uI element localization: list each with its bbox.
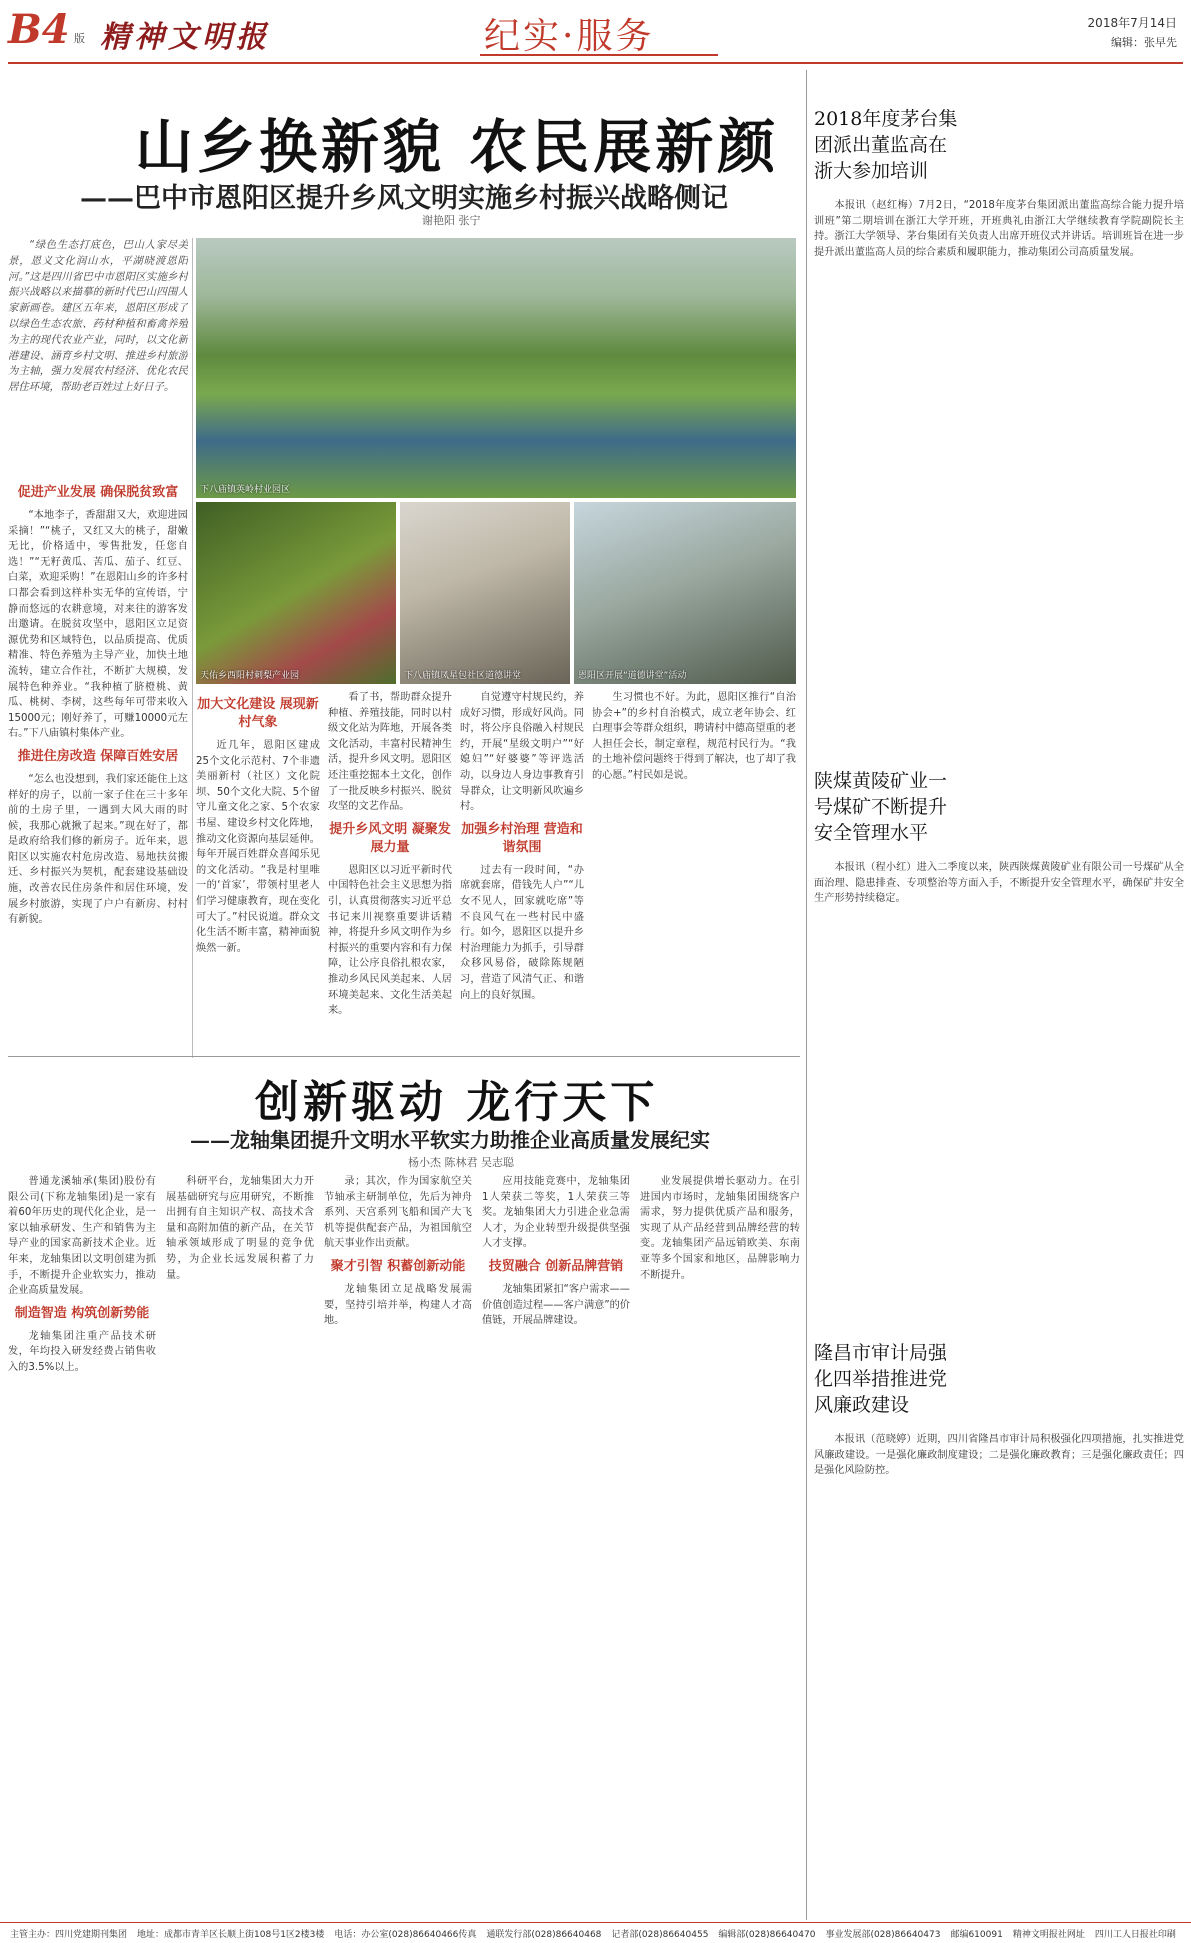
article1-column-4 [460, 690, 584, 1040]
subhead-governance: 加强乡村治理 营造和谐氛围 [461, 821, 583, 855]
editor: 编辑：张早先 [1111, 36, 1177, 49]
footer-item: 记者部(028)86640455 [611, 1930, 709, 1940]
footer-item: 电话：办公室(028)86640466传真 [334, 1930, 477, 1940]
subhead-civility: 提升乡风文明 凝聚发展力量 [329, 821, 451, 855]
article2-title: 创新驱动 龙行天下 [255, 1077, 659, 1128]
column4-text: 看了书，帮助群众提升种植、养殖技能，同时以村级文化站为阵地，开展各类文化活动，丰富村民精神生活，提升乡风文明。恩阳区还注重挖掘本土文化，创作了一批反映乡村振兴、脱贫攻坚的文艺作品。 [328, 692, 452, 813]
a2-subhead-brand: 技贸融合 创新品牌营销 [488, 1258, 624, 1274]
sidebar-divider [806, 70, 807, 1920]
article1-title: 山乡换新貌 农民展新颜 [135, 113, 780, 181]
news2-body-wrap [814, 860, 1184, 1330]
article2-column-2 [166, 1174, 314, 1914]
article2-authors: 杨小杰 陈林君 吴志聪 [408, 1156, 514, 1169]
news1-body: 本报讯（赵红梅）7月2日，“2018年度茅台集团派出董监高综合能力提升培训班”第二期培训在浙江大学开班，开班典礼由浙江大学继续教育学院副院长主持。浙江大学领导、茅台集团有关负责人出席开班仪式并讲话。培训班旨在进一步提升派出董监高人员的综合素质和履职能力，推动集团公司高质量发展。 [814, 200, 1184, 258]
column7-text: 过去有一段时间，“办席就套席，借钱先人户”“儿女不见人，回家就吃席”等不良风气在一些村民中盛行。如今，恩阳区以提升乡村治理能力为抓手，引导群众移风易俗，破除陈规陋习，营造了风清气正、和谐向上的良好氛围。 [460, 864, 584, 1001]
footer-item: 精神文明报社网址 [1012, 1930, 1085, 1940]
footer-item: 地址：成都市青羊区长顺上街108号1区2楼3楼 [137, 1930, 325, 1940]
article2-column-1 [8, 1174, 156, 1914]
footer-item: 通联发行部(028)86640468 [486, 1930, 602, 1940]
landscape-photo [196, 238, 796, 498]
news1-body-wrap [814, 198, 1184, 758]
a2-col3b-text: 龙轴集团立足战略发展需要，坚持引培并举，构建人才高地。 [324, 1283, 472, 1327]
a2-col2-text: 科研平台，龙轴集团大力开展基础研究与应用研究，不断推出拥有自主知识产权、高技术含量和高附加值的新产品，在关节轴承领域形成了明显的竞争优势，为企业长远发展积蓄了力量。 [166, 1176, 314, 1281]
a2-subhead-talent: 聚才引智 积蓄创新动能 [330, 1258, 466, 1274]
footer-item: 邮编610091 [950, 1930, 1003, 1940]
masthead-rule [8, 62, 1183, 64]
article2-rule [8, 1056, 800, 1057]
column8-text: 生习惯也不好。为此，恩阳区推行“自治协会+”的乡村自治模式，成立老年协会、红白理事会等群众组织，聘请村中德高望重的老人担任会长，制定章程，规范村民行为。“我的土地补偿问题终于得到了解决，也了却了我的心愿。”村民如是说。 [592, 692, 796, 781]
news3-body-wrap [814, 1432, 1184, 1932]
subhead-industry: 促进产业发展 确保脱贫致富 [17, 485, 179, 500]
photo4-caption: 恩阳区开展“道德讲堂”活动 [578, 671, 687, 681]
subhead-culture: 加大文化建设 展现新村气象 [197, 697, 319, 730]
a2-col4-text: 应用技能竞赛中，龙轴集团1人荣获二等奖，1人荣获三等奖。龙轴集团大力引进企业急需人才，为企业转型升级提供坚强人才支撑。 [482, 1176, 630, 1250]
a2-col5-text: 业发展提供增长驱动力。在引进国内市场时，龙轴集团围绕客户需求，努力提供优质产品和服务，实现了从产品经营到品牌经营的转变。龙轴集团产品远销欧美、东南亚等多个国家和地区，品牌影响力不断提升。 [640, 1176, 800, 1281]
article1-lead [8, 238, 188, 472]
issue-date: 2018年7月14日 [1087, 16, 1177, 30]
article1-column-3 [328, 690, 452, 1040]
meeting-photo [574, 502, 796, 684]
photo2-caption: 天佑乡西阳村刺梨产业园 [200, 671, 300, 681]
column1-text: “本地李子，香甜甜又大，欢迎进园采摘！”“桃子，又红又大的桃子，甜嫩无比，价格适中，零售批发，任您自选！”“无籽黄瓜、苦瓜、茄子、红豆、白菜，欢迎采购！”在恩阳山乡的许多村口都会看到这样朴实无华的宣传语，宁静而悠远的农耕意境，对来往的游客发出邀请。在脱贫攻坚中，恩阳区立足资源优势和区域特色，以品质提高、优质精准、特色养殖为主导产业，加快土地流转，建立合作社，不断扩大规模，发展特色种养业。“我种植了脐橙桃、黄瓜、桃树、李树，这些每年可带来收入15000元；刚好养了，可赚10000元左右。”下八庙镇村集体产业。 [8, 510, 188, 740]
article2-column-3 [324, 1174, 472, 1914]
article1-subtitle: ——巴中市恩阳区提升乡风文明实施乡村振兴战略侧记 [80, 183, 728, 214]
news3-body: 本报讯（范晓婷）近期，四川省隆昌市审计局积极强化四项措施，扎实推进党风廉政建设。一是强化廉政制度建设；二是强化廉政教育；三是强化廉政责任；四是强化风险防控。 [814, 1434, 1184, 1477]
subhead-housing: 推进住房改造 保障百姓安居 [17, 748, 179, 764]
news3-title: 隆昌市审计局强化四举措推进党风廉政建设 [814, 1342, 948, 1416]
footer [0, 1922, 1191, 1943]
footer-item: 编辑部(028)86640470 [718, 1930, 816, 1940]
a2-col1-text: 普通龙溪轴承(集团)股份有限公司(下称龙轴集团)是一家有着60年历史的现代化企业，是一家以轴承研发、生产和销售为主导产业的国家高新技术企业。近年来，龙轴集团以文明创建为抓手，不断提升企业软实力，推动企业高质量发展。 [8, 1176, 156, 1297]
paper-name: 精神文明报 [100, 20, 270, 55]
masthead [0, 0, 1191, 64]
article2-subtitle: ——龙轴集团提升文明水平软实力助推企业高质量发展纪实 [190, 1128, 710, 1152]
column3-text: 近几年，恩阳区建成25个文化示范村、7个非遗美丽新村（社区）文化院坝、50个文化大院、5个留守儿童文化之家、5个农家书屋、建设乡村文化阵地，推动文化资源向基层延伸。每年开展百姓群众喜闻乐见的文化活动。“我是村里唯一的‘首家’，带领村里老人们学习健康教育，现在变化可大了。”村民说道。群众文化生活不断丰富，精神面貌焕然一新。 [196, 740, 320, 954]
column2-text: “怎么也没想到，我们家还能住上这样好的房子，以前一家子住在三十多年前的土房子里，一遇到大风大雨的时候，我那心就揪了起来。”现在好了，都是政府给我们修的新房子。近年来，恩阳区以实施农村危房改造、易地扶贫搬迁、乡村振兴为契机，配套建设基础设施，改善农民住房条件和居住环境，发展乡村旅游，实现了户户有新房、村村有新貌。 [8, 773, 188, 926]
article1-column-1 [8, 478, 188, 1038]
news1-title: 2018年度茅台集团派出董监高在浙大参加培训 [814, 108, 958, 182]
a2-col1b-text: 龙轴集团注重产品技术研发，年均投入研发经费占销售收入的3.5%以上。 [8, 1330, 156, 1373]
page-suffix: 版 [74, 32, 85, 45]
section-title: 纪实·服务 [484, 16, 655, 57]
a2-col3-text: 录；其次，作为国家航空关节轴承主研制单位，先后为神舟系列、天宫系列飞船和国产大飞机等提供配套产品，为祖国航空航天事业作出贡献。 [324, 1176, 472, 1250]
photo1-caption: 下八庙镇英岭村业园区 [200, 485, 291, 495]
news2-title: 陕煤黄陵矿业一号煤矿不断提升安全管理水平 [814, 770, 948, 844]
article1-column-5 [592, 690, 796, 1040]
footer-item: 四川工人日报社印刷 [1094, 1930, 1176, 1940]
classroom-photo [400, 502, 570, 684]
lead-text: “绿色生态打底色，巴山人家尽美景，恩义文化润山水，平湖晓渡恩阳河。”这是四川省巴中市恩阳区实施乡村振兴战略以来描摹的新时代巴山四围人家新画卷。建区五年来，恩阳区形成了以绿色生态农旅、药材种植和畜禽养殖为主的现代农业产业，同时，以文化新港建设、涵育乡村文明、推进乡村旅游为主轴，强力发展农村经济、优化农民居住环境，帮助老百姓过上好日子。 [8, 239, 188, 394]
column6-text: 自觉遵守村规民约，养成好习惯，形成好风尚。同时，将公序良俗融入村规民约，开展“星级文明户”“好媳妇”“好婆婆”等评选活动，以身边人身边事教育引导群众，让文明新风吹遍乡村。 [460, 692, 584, 813]
sidebar [814, 106, 1184, 1916]
column5-text: 恩阳区以习近平新时代中国特色社会主义思想为指引，认真贯彻落实习近平总书记来川视察重要讲话精神，将提升乡风文明作为乡村振兴的重要内容和有力保障，让公序良俗扎根农家，推动乡风民风美起来、人居环境美起来、文化生活美起来。 [328, 864, 452, 1017]
article2-column-5 [640, 1174, 800, 1914]
orchard-photo [196, 502, 396, 684]
article1-column-2 [196, 690, 320, 1040]
news2-body: 本报讯（程小红）进入二季度以来，陕西陕煤黄陵矿业有限公司一号煤矿从全面治理、隐患排查、专项整治等方面入手，不断提升安全管理水平，确保矿井安全生产形势持续稳定。 [814, 862, 1184, 905]
article1-authors: 谢艳阳 张宁 [422, 214, 481, 227]
footer-item: 事业发展部(028)86640473 [825, 1930, 941, 1940]
footer-item: 主管主办：四川党建期刊集团 [10, 1930, 128, 1940]
a2-subhead-manufacture: 制造智造 构筑创新势能 [14, 1305, 150, 1321]
divider [192, 238, 193, 1058]
article2-column-4 [482, 1174, 630, 1914]
photo3-caption: 下八庙镇凤星包社区道德讲堂 [404, 671, 522, 681]
a2-col4b-text: 龙轴集团紧扣“客户需求——价值创造过程——客户满意”的价值链，开展品牌建设。 [482, 1283, 630, 1327]
page-number: B4 [8, 6, 70, 53]
